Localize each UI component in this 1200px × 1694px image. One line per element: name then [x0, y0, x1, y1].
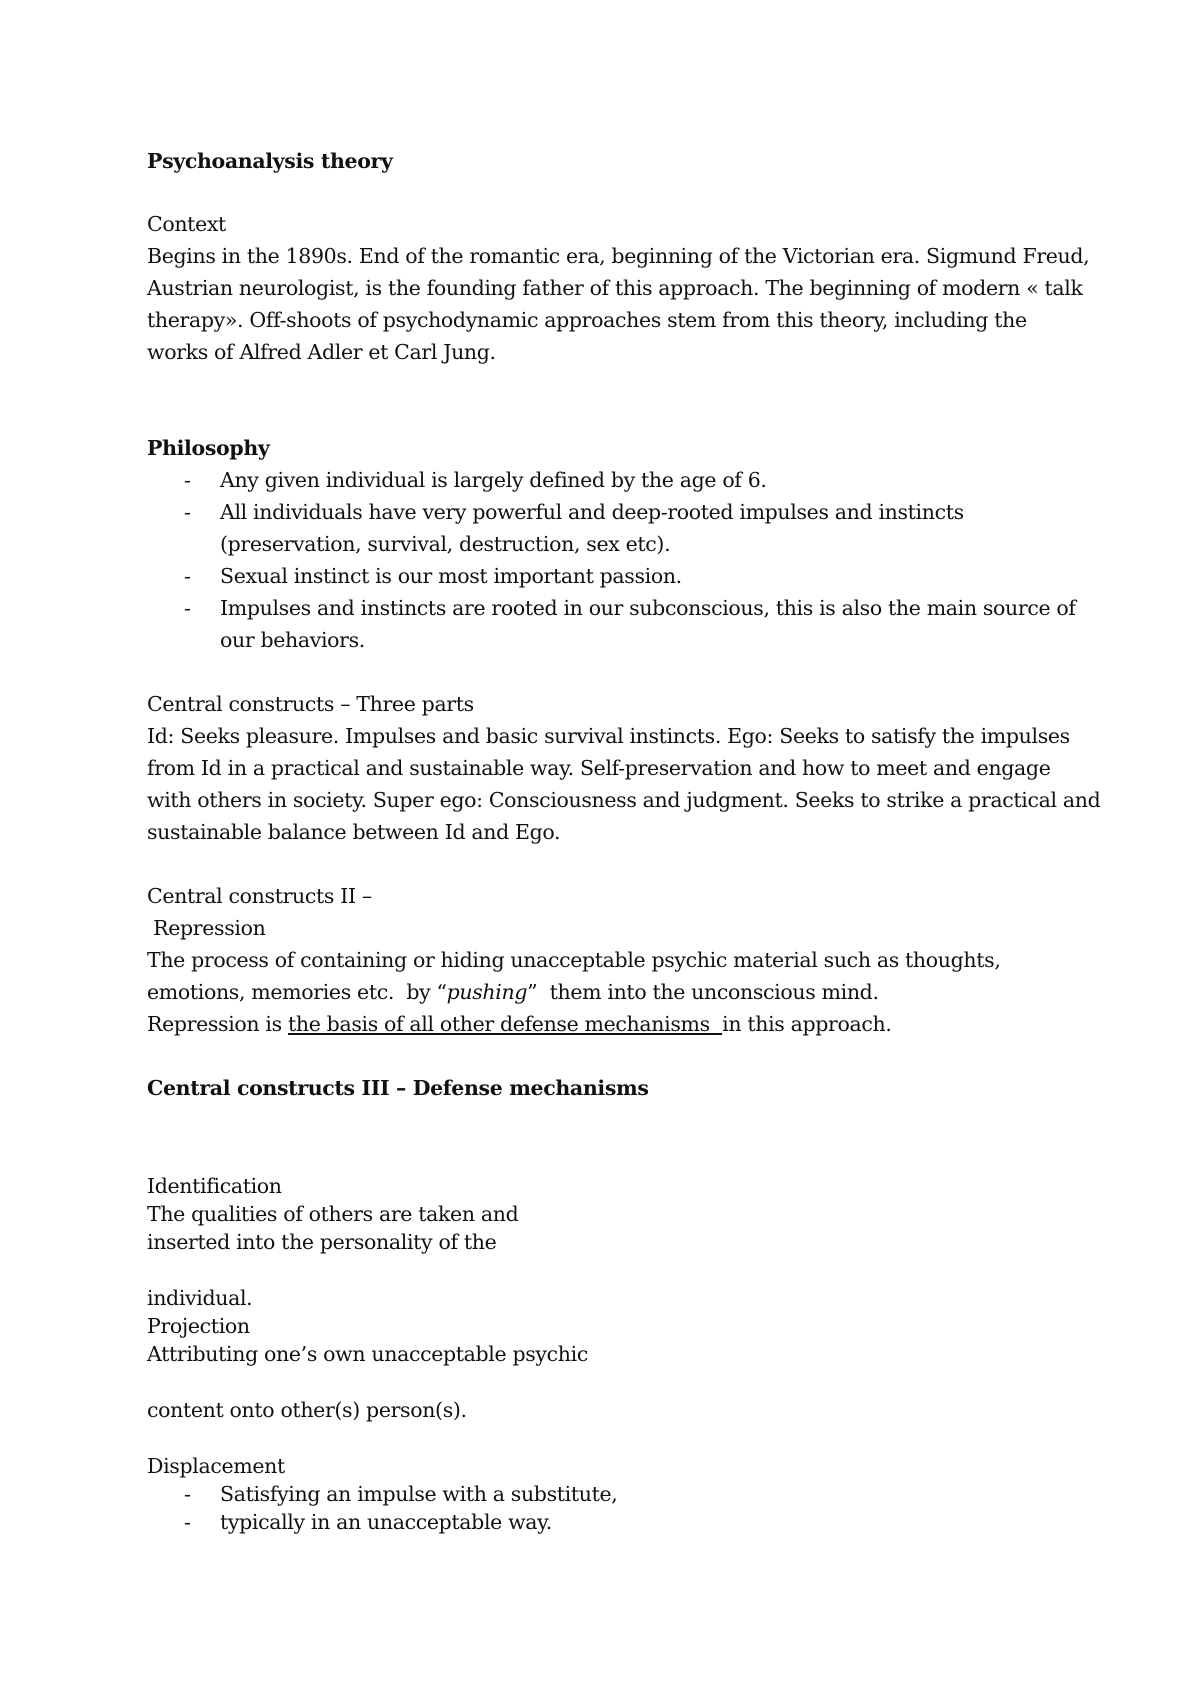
constructs2-line: The process of containing or hiding unacceptable psychic material such as thoughts, [147, 948, 1001, 972]
text-run: emotions, memories etc. by “ [147, 980, 447, 1004]
constructs1-line: from Id in a practical and sustainable way. Self-preservation and how to meet and engage [147, 756, 1051, 780]
projection-heading: Projection [147, 1314, 250, 1338]
identification-line: The qualities of others are taken and [147, 1202, 519, 1226]
italic-text: pushing [446, 980, 528, 1004]
context-line: works of Alfred Adler et Carl Jung. [147, 340, 496, 364]
displacement-item: Satisfying an impulse with a substitute, [220, 1482, 618, 1506]
identification-line: individual. [147, 1286, 253, 1310]
context-line: therapy». Off-shoots of psychodynamic approaches stem from this theory, including the [147, 308, 1027, 332]
text-run: ” them into the unconscious mind. [527, 980, 879, 1004]
projection-line: content onto other(s) person(s). [147, 1398, 467, 1422]
displacement-heading: Displacement [147, 1454, 285, 1478]
text-run: in this approach. [722, 1012, 892, 1036]
identification-line: inserted into the personality of the [147, 1230, 497, 1254]
identification-heading: Identification [147, 1174, 282, 1198]
philosophy-item: Impulses and instincts are rooted in our subconscious, this is also the main source of [220, 596, 1076, 620]
list-bullet: - [184, 1510, 191, 1534]
philosophy-item-continuation: (preservation, survival, destruction, sex etc). [220, 532, 671, 556]
projection-line: Attributing one’s own unacceptable psychic [147, 1342, 588, 1366]
constructs3-heading: Central constructs III – Defense mechanisms [147, 1076, 649, 1100]
philosophy-item: Any given individual is largely defined by the age of 6. [220, 468, 767, 492]
list-bullet: - [184, 564, 191, 588]
constructs1-line: Id: Seeks pleasure. Impulses and basic survival instincts. Ego: Seeks to satisfy the impulses [147, 724, 1070, 748]
displacement-item: typically in an unacceptable way. [220, 1510, 552, 1534]
list-bullet: - [184, 468, 191, 492]
philosophy-item-continuation: our behaviors. [220, 628, 365, 652]
philosophy-heading: Philosophy [147, 436, 270, 460]
list-bullet: - [184, 1482, 191, 1506]
constructs1-line: with others in society. Super ego: Consciousness and judgment. Seeks to strike a practical and [147, 788, 1101, 812]
constructs2-line [147, 976, 879, 1008]
constructs1-line: sustainable balance between Id and Ego. [147, 820, 561, 844]
constructs2-heading: Central constructs II – [147, 884, 372, 908]
constructs1-heading: Central constructs – Three parts [147, 692, 474, 716]
philosophy-item: All individuals have very powerful and deep-rooted impulses and instincts [220, 500, 964, 524]
context-line: Begins in the 1890s. End of the romantic era, beginning of the Victorian era. Sigmund Freud, [147, 244, 1090, 268]
philosophy-item: Sexual instinct is our most important passion. [220, 564, 682, 588]
text-run: Repression is [147, 1012, 288, 1036]
underlined-text: the basis of all other defense mechanisms [287, 1012, 723, 1036]
list-bullet: - [184, 500, 191, 524]
context-line: Austrian neurologist, is the founding father of this approach. The beginning of modern « talk [147, 276, 1083, 300]
constructs2-line [147, 1008, 892, 1040]
list-bullet: - [184, 596, 191, 620]
constructs2-subheading: Repression [147, 916, 266, 940]
context-heading: Context [147, 212, 226, 236]
document-title: Psychoanalysis theory [147, 149, 393, 173]
